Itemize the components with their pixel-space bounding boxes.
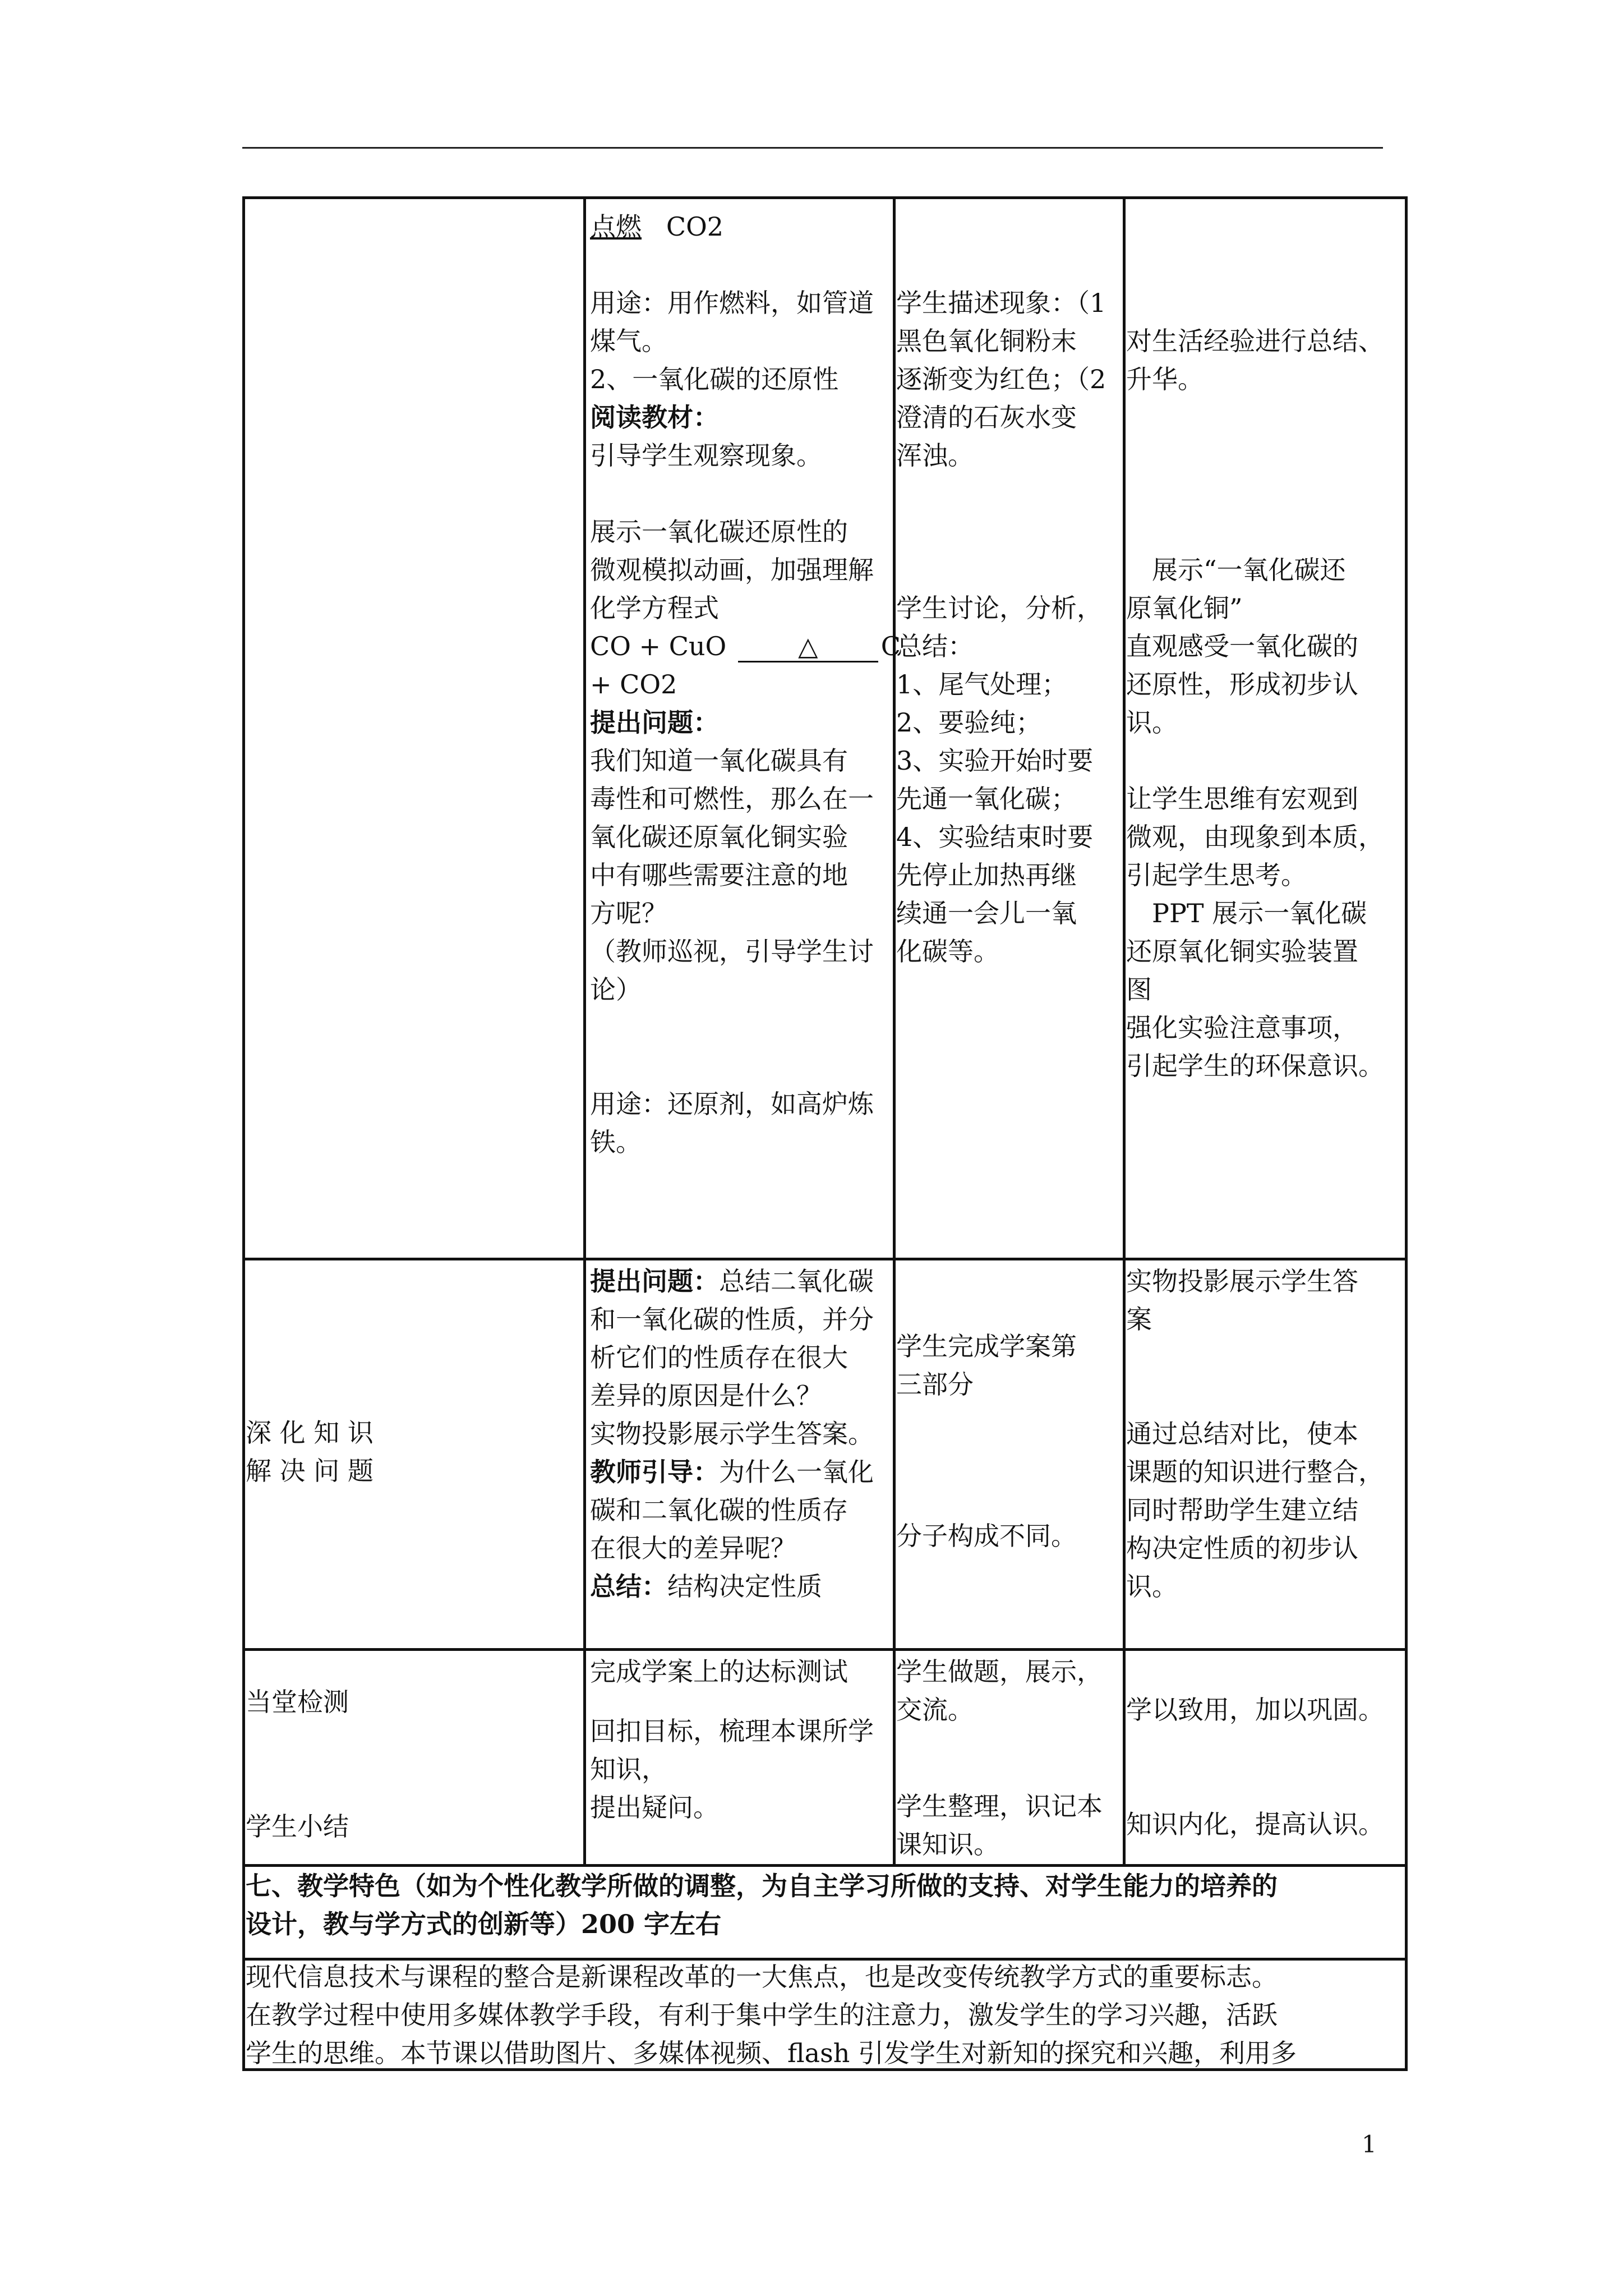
think-line: 微观，由现象到本质， — [1126, 822, 1384, 852]
question-line: 方呢？ — [590, 898, 667, 928]
animation-line: 展示一氧化碳还原性的 — [590, 517, 848, 547]
q-line: 析它们的性质存在很大 — [590, 1342, 848, 1373]
animation-line: 化学方程式 — [590, 593, 719, 623]
row2-intent-cell — [1126, 1262, 1405, 1605]
ignite-product: CO2 — [666, 211, 724, 242]
row3-student-cell — [896, 1653, 1123, 1864]
discuss-line: 3、实验开始时要 — [896, 746, 1094, 776]
projection-line: 案 — [1126, 1304, 1152, 1335]
header-rule — [242, 147, 1383, 149]
ppt-line: 还原氧化铜实验装置 — [1126, 936, 1358, 967]
complete-line: 三部分 — [896, 1369, 974, 1400]
stage-label: 深 化 知 识 — [246, 1418, 374, 1448]
review-line: 知识， — [590, 1754, 667, 1784]
describe-line: 澄清的石灰水变 — [896, 402, 1077, 432]
body-line: 现代信息技术与课程的整合是新课程改革的一大焦点，也是改变传统教学方式的重要标志。 — [246, 1962, 1278, 1992]
guide-line: 在很大的差异呢？ — [590, 1533, 796, 1563]
equation-condition: △ — [738, 632, 878, 662]
page-number: 1 — [1362, 2131, 1377, 2158]
patrol-line: （教师巡视，引导学生讨 — [590, 936, 874, 967]
organize-line: 课知识。 — [896, 1829, 999, 1860]
row3-intent-cell — [1126, 1691, 1405, 1843]
discuss-line: 2、要验纯； — [896, 707, 1042, 738]
guide-label: 教师引导： — [590, 1457, 719, 1487]
question-line: 毒性和可燃性，那么在一 — [590, 784, 874, 814]
apply-line: 学以致用，加以巩固。 — [1126, 1695, 1384, 1725]
discuss-line: 1、尾气处理； — [896, 669, 1068, 700]
internal-line: 知识内化，提高认识。 — [1126, 1809, 1384, 1839]
q-line-first — [590, 1262, 893, 1300]
ignite-line — [590, 208, 893, 246]
integrate-line: 课题的知识进行整合， — [1126, 1457, 1384, 1487]
feel-line: 识。 — [1126, 707, 1178, 738]
guide-line-first — [590, 1453, 893, 1491]
summary-line: 升华。 — [1126, 364, 1204, 394]
show-line: 原氧化铜” — [1126, 593, 1243, 623]
guide-line: 碳和二氧化碳的性质存 — [590, 1495, 848, 1525]
table-border-top — [242, 196, 1408, 199]
doubt-line: 提出疑问。 — [590, 1792, 719, 1823]
review-line: 回扣目标，梳理本课所学 — [590, 1716, 874, 1746]
sum-text: 结构决定性质 — [667, 1571, 822, 1602]
read-textbook-label: 阅读教材： — [590, 402, 719, 432]
think-line: 让学生思维有宏观到 — [1126, 784, 1358, 814]
row-divider — [242, 1258, 1408, 1260]
describe-line: 学生描述现象：（1 — [896, 288, 1106, 318]
row1-student-cell — [896, 284, 1123, 970]
discuss-line: 化碳等。 — [896, 936, 999, 967]
discuss-line: 先通一氧化碳； — [896, 784, 1077, 814]
discuss-line: 学生讨论，分析， — [896, 593, 1103, 623]
q-label: 提出问题： — [590, 1266, 719, 1296]
use-reduce-line: 用途：还原剂，如高炉炼 — [590, 1089, 874, 1119]
question-line: 我们知道一氧化碳具有 — [590, 746, 848, 776]
equation-cut: C — [880, 631, 901, 661]
body-line: 学生的思维。本节课以借助图片、多媒体视频、flash 引发学生对新知的探究和兴趣，利用多 — [246, 2038, 1297, 2068]
ppt-line: PPT 展示一氧化碳 — [1152, 898, 1367, 928]
exercise-line: 交流。 — [896, 1695, 974, 1725]
row2-stage-cell — [246, 1414, 582, 1490]
row3-activity-cell — [590, 1653, 893, 1826]
chemical-equation — [590, 627, 901, 665]
think-line: 引起学生思考。 — [1126, 860, 1307, 890]
question-line: 中有哪些需要注意的地 — [590, 860, 848, 890]
row2-student-cell — [896, 1327, 1123, 1555]
projection-line: 实物投影展示学生答 — [1126, 1266, 1358, 1296]
strengthen-line: 强化实验注意事项， — [1126, 1013, 1358, 1043]
section7-heading — [246, 1867, 1405, 1943]
row-divider — [242, 1648, 1408, 1651]
column-divider — [1123, 196, 1126, 1867]
q-text: 总结二氧化碳 — [719, 1266, 874, 1296]
describe-line: 逐渐变为红色；（2 — [896, 364, 1106, 394]
describe-line: 黑色氧化铜粉末 — [896, 326, 1077, 356]
discuss-line: 先停止加热再继 — [896, 860, 1077, 890]
organize-line: 学生整理，识记本 — [896, 1791, 1103, 1821]
lesson-plan-table — [242, 196, 1408, 2071]
observe-line: 引导学生观察现象。 — [590, 440, 822, 471]
question-label: 提出问题： — [590, 707, 719, 738]
strengthen-line: 引起学生的环保意识。 — [1126, 1051, 1384, 1081]
integrate-line: 构决定性质的初步认 — [1126, 1533, 1358, 1563]
q-line: 差异的原因是什么？ — [590, 1381, 822, 1411]
integrate-line: 通过总结对比，使本 — [1126, 1419, 1358, 1449]
q-line: 和一氧化碳的性质，并分 — [590, 1304, 874, 1335]
heading-line: 设计，教与学方式的创新等）200 字左右 — [246, 1909, 722, 1939]
test-line: 完成学案上的达标测试 — [590, 1657, 848, 1687]
row1-activity-cell — [590, 208, 901, 1161]
table-border-left — [242, 196, 245, 2071]
stage-label: 学生小结 — [246, 1811, 349, 1842]
projection-line: 实物投影展示学生答案。 — [590, 1419, 874, 1449]
integrate-line: 同时帮助学生建立结 — [1126, 1495, 1358, 1525]
question-line: 氧化碳还原氧化铜实验 — [590, 822, 848, 852]
row2-activity-cell — [590, 1262, 893, 1605]
discuss-line: 4、实验结束时要 — [896, 822, 1094, 852]
use-fuel-line: 用途：用作燃料，如管道 — [590, 288, 874, 318]
ppt-line: 图 — [1126, 974, 1152, 1005]
section7-body — [246, 1958, 1405, 2072]
describe-line: 浑浊。 — [896, 440, 974, 471]
body-line: 在教学过程中使用多媒体教学手段，有利于集中学生的注意力，激发学生的学习兴趣，活跃 — [246, 2000, 1278, 2030]
integrate-line: 识。 — [1126, 1571, 1178, 1602]
feel-line: 还原性，形成初步认 — [1126, 669, 1358, 700]
use-fuel-line: 煤气。 — [590, 326, 667, 356]
patrol-line: 论） — [590, 974, 642, 1005]
summary-line: 对生活经验进行总结、 — [1126, 326, 1384, 356]
sum-line — [590, 1567, 893, 1605]
guide-text: 为什么一氧化 — [719, 1457, 874, 1487]
discuss-line: 续通一会儿一氧 — [896, 898, 1077, 928]
molecule-line: 分子构成不同。 — [896, 1521, 1077, 1551]
show-line: 展示“一氧化碳还 — [1152, 555, 1346, 585]
reducing-title: 2、一氧化碳的还原性 — [590, 364, 839, 394]
heading-line: 七、教学特色（如为个性化教学所做的调整，为自主学习所做的支持、对学生能力的培养的 — [246, 1871, 1278, 1901]
stage-label: 解 决 问 题 — [246, 1456, 374, 1486]
exercise-line: 学生做题，展示， — [896, 1657, 1103, 1687]
row1-intent-cell — [1126, 322, 1405, 1085]
row3-stage-cell — [246, 1683, 582, 1846]
column-divider — [583, 196, 586, 1867]
complete-line: 学生完成学案第 — [896, 1331, 1077, 1361]
animation-line: 微观模拟动画，加强理解 — [590, 555, 874, 585]
column-divider — [893, 196, 896, 1867]
ignite-label: 点燃 — [590, 211, 642, 242]
discuss-line: 总结： — [896, 631, 974, 661]
feel-line: 直观感受一氧化碳的 — [1126, 631, 1358, 661]
sum-label: 总结： — [590, 1571, 667, 1602]
equation-products: + CO2 — [590, 669, 677, 700]
stage-label: 当堂检测 — [246, 1687, 349, 1717]
use-reduce-line: 铁。 — [590, 1127, 642, 1157]
equation-reactants: CO + CuO — [590, 631, 727, 661]
